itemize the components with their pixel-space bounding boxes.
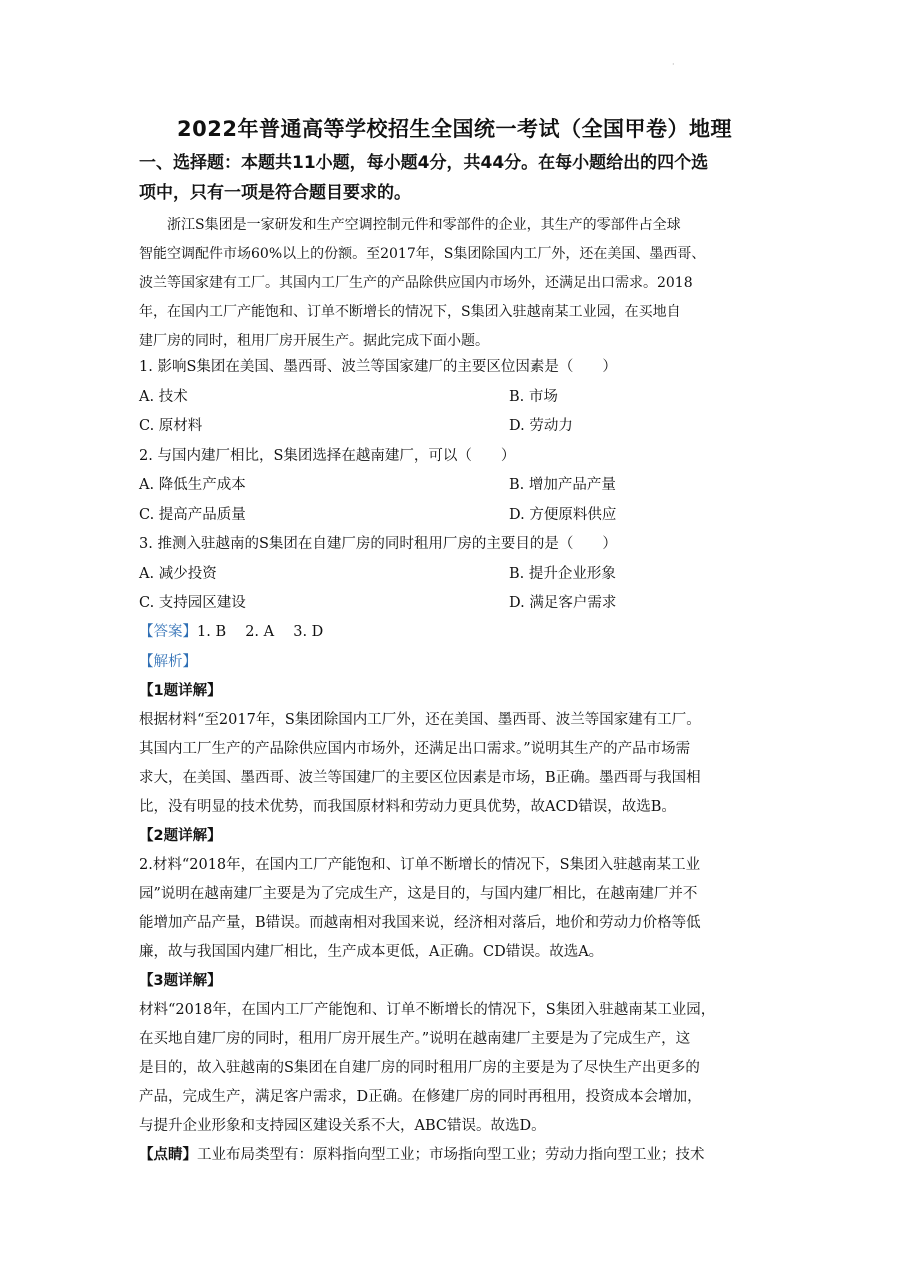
detail-3-line-1: 材料“2018年，在国内工厂产能饱和、订单不断增长的情况下，S集团入驻越南某工业园，: [139, 1002, 716, 1018]
question-1-option-b: B. 市场: [509, 389, 558, 405]
analysis-tag: 【解析】: [139, 654, 197, 670]
passage-line-2: 智能空调配件市场60%以上的份额。至2017年，S集团除国内工厂外，还在美国、墨西哥、: [139, 246, 706, 262]
question-2-option-c: C. 提高产品质量: [139, 507, 246, 523]
question-3-stem: 3. 推测入驻越南的S集团在自建厂房的同时租用厂房的主要目的是（ ）: [139, 536, 617, 552]
detail-2-line-2: 园”说明在越南建厂主要是为了完成生产，这是目的，与国内建厂相比，在越南建厂并不: [139, 886, 698, 902]
detail-1-line-1: 根据材料“至2017年，S集团除国内工厂外，还在美国、墨西哥、波兰等国家建有工厂。: [139, 712, 701, 728]
detail-2-line-4: 廉，故与我国国内建厂相比，生产成本更低，A正确。CD错误。故选A。: [139, 944, 604, 960]
detail-3-line-4: 产品，完成生产，满足客户需求，D正确。在修建厂房的同时再租用，投资成本会增加，: [139, 1089, 702, 1105]
passage-line-3: 波兰等国家建有工厂。其国内工厂生产的产品除供应国内市场外，还满足出口需求。2018: [139, 275, 693, 291]
question-1-option-d: D. 劳动力: [509, 418, 573, 434]
answer-tag: 【答案】: [139, 624, 197, 640]
analysis-line: [139, 650, 197, 671]
detail-3-line-2: 在买地自建厂房的同时，租用厂房开展生产。”说明在越南建厂主要是为了完成生产，这: [139, 1031, 691, 1047]
question-2-option-a: A. 降低生产成本: [139, 477, 246, 493]
detail-2-line-3: 能增加产品产量，B错误。而越南相对我国来说，经济相对落后，地价和劳动力价格等低: [139, 915, 701, 931]
detail-1-line-3: 求大，在美国、墨西哥、波兰等国建厂的主要区位因素是市场，B正确。墨西哥与我国相: [139, 770, 701, 786]
page-title: 2022年普通高等学校招生全国统一考试（全国甲卷）地理: [177, 117, 732, 141]
question-3-option-c: C. 支持园区建设: [139, 595, 246, 611]
detail-3-line-5: 与提升企业形象和支持园区建设关系不大，ABC错误。故选D。: [139, 1118, 546, 1134]
detail-1-line-4: 比，没有明显的技术优势，而我国原材料和劳动力更具优势，故ACD错误，故选B。: [139, 799, 676, 815]
question-2-option-d: D. 方便原料供应: [509, 507, 617, 523]
passage-line-4: 年，在国内工厂产能饱和、订单不断增长的情况下，S集团入驻越南某工业园，在买地自: [139, 304, 681, 320]
question-1-stem: 1. 影响S集团在美国、墨西哥、波兰等国家建厂的主要区位因素是（ ）: [139, 359, 617, 375]
question-3-option-d: D. 满足客户需求: [509, 595, 617, 611]
answer-line: [139, 620, 323, 641]
note-line: [139, 1143, 705, 1164]
detail-2-heading: 【2题详解】: [139, 828, 222, 844]
detail-3-line-3: 是目的，故入驻越南的S集团在自建厂房的同时租用厂房的主要是为了尽快生产出更多的: [139, 1060, 700, 1076]
passage-line-1: 浙江S集团是一家研发和生产空调控制元件和零部件的企业，其生产的零部件占全球: [139, 217, 681, 233]
note-text: 工业布局类型有：原料指向型工业；市场指向型工业；劳动力指向型工业；技术: [197, 1147, 705, 1163]
section-heading-line-1: 一、选择题：本题共11小题，每小题4分，共44分。在每小题给出的四个选: [139, 153, 709, 173]
question-3-option-b: B. 提升企业形象: [509, 566, 616, 582]
question-3-option-a: A. 减少投资: [139, 566, 217, 582]
passage-line-5: 建厂房的同时，租用厂房开展生产。据此完成下面小题。: [139, 333, 489, 349]
detail-2-line-1: 2.材料“2018年，在国内工厂产能饱和、订单不断增长的情况下，S集团入驻越南某工业: [139, 857, 701, 873]
section-heading-line-2: 项中，只有一项是符合题目要求的。: [139, 183, 411, 203]
note-tag: 【点睛】: [139, 1147, 197, 1163]
question-1-option-c: C. 原材料: [139, 418, 203, 434]
page-mark: ·: [672, 60, 675, 69]
question-1-option-a: A. 技术: [139, 389, 188, 405]
detail-1-heading: 【1题详解】: [139, 683, 222, 699]
detail-1-line-2: 其国内工厂生产的产品除供应国内市场外，还满足出口需求。”说明其生产的产品市场需: [139, 741, 691, 757]
question-2-option-b: B. 增加产品产量: [509, 477, 616, 493]
answer-text: 1. B 2. A 3. D: [197, 624, 324, 640]
detail-3-heading: 【3题详解】: [139, 973, 222, 989]
question-2-stem: 2. 与国内建厂相比，S集团选择在越南建厂，可以（ ）: [139, 448, 516, 464]
